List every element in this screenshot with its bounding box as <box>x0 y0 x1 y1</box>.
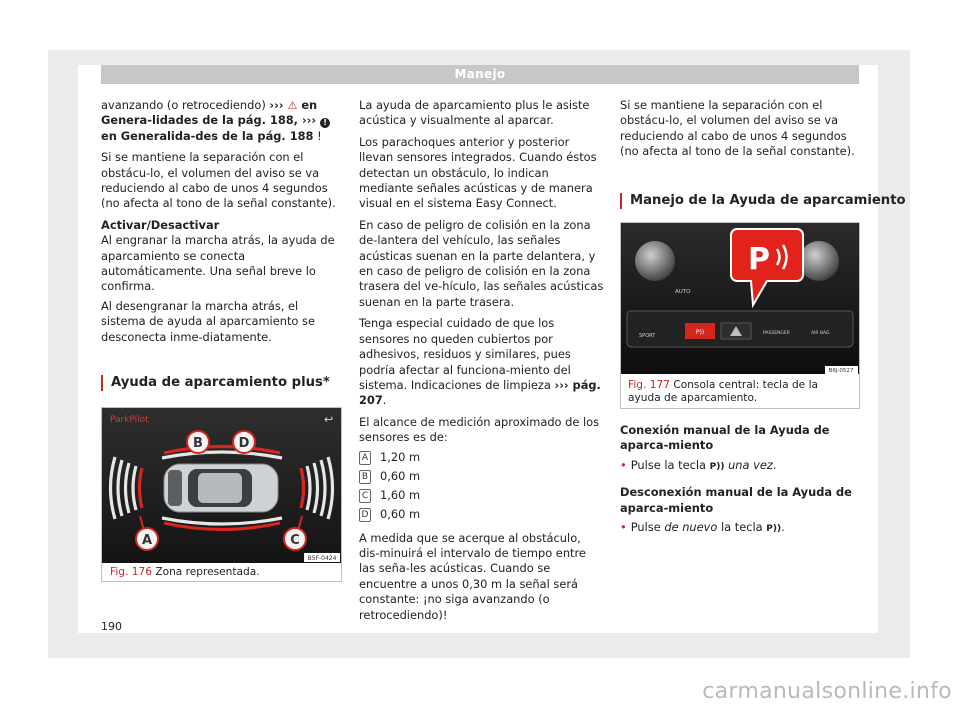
watermark: carmanualsonline.info <box>702 679 952 704</box>
paragraph: Tenga especial cuidado de que los sensores no queden cubiertos por adhesivos, residuos y similares, pues podría afectar al funciona-miento del sistema. Indicaciones de limpieza ››› pág. 207. <box>359 316 601 408</box>
svg-text:D: D <box>238 436 250 451</box>
paragraph: Al engranar la marcha atrás, la ayuda de aparcamiento se conecta automáticamente. Una señal breve lo confirma. <box>101 233 335 294</box>
page-header: Manejo <box>101 65 859 84</box>
back-arrow-icon: ↩ <box>324 413 334 426</box>
column-3-lower <box>620 423 865 543</box>
paragraph: En caso de peligro de colisión en la zona de-lantera del vehículo, las señales acústicas suenan en la parte delantera, y en caso de peligro de colisión en la zona trasera del ve-hículo, las señales acústicas suenan en la parte trasera. <box>359 217 604 309</box>
paragraph: Si se mantiene la separación con el obstácu-lo, el volumen del aviso se va reduciendo al cabo de unos 4 segundos (no afecta al tono de la señal constante). <box>620 98 855 159</box>
page-number: 190 <box>101 620 122 633</box>
svg-text:AIR BAG: AIR BAG <box>811 331 830 336</box>
fan-knob <box>799 241 839 281</box>
park-assist-key-label: P)) <box>695 329 705 336</box>
parkpilot-screen <box>102 408 341 563</box>
svg-text:SPORT: SPORT <box>639 333 656 339</box>
key-badge: A <box>359 451 371 465</box>
svg-text:PASSENGER: PASSENGER <box>763 331 790 336</box>
parking-symbol-icon: P <box>748 242 770 277</box>
car-icon <box>164 464 278 512</box>
warning-icon: ⚠ <box>287 99 298 112</box>
column-2 <box>359 98 604 629</box>
temperature-knob <box>635 241 675 281</box>
column-3 <box>620 98 865 166</box>
key-badge: D <box>359 508 371 522</box>
image-code: B5F-0424 <box>307 555 337 562</box>
figure-176 <box>101 407 342 582</box>
svg-text:C: C <box>290 533 300 548</box>
section-title: Ayuda de aparcamiento plus* <box>101 375 330 391</box>
callout-b <box>187 431 209 453</box>
paragraph: Al desengranar la marcha atrás, el sistema de ayuda al aparcamiento se desconecta inme-diatamente. <box>101 298 315 344</box>
console-photo <box>621 223 859 374</box>
key-badge: B <box>359 470 371 484</box>
park-key-icon: P)) <box>766 524 782 535</box>
figure-caption: Fig. 176 Zona representada. <box>110 566 260 578</box>
svg-text:AUTO: AUTO <box>675 289 691 295</box>
range-list <box>359 449 604 525</box>
callout-d <box>233 431 255 453</box>
figure-caption: Fig. 177 Consola central: tecla de la ayuda de aparcamiento. <box>628 379 819 404</box>
paragraph: A medida que se acerque al obstáculo, dis-minuirá el intervalo de tiempo entre las seña-les acústicas. Cuando se encuentre a unos 0,30 m la señal será constante: ¡no siga avanzando (o retrocediendo)! <box>359 530 586 622</box>
key-badge: C <box>359 489 371 503</box>
list-item: D 0,60 m <box>359 506 604 525</box>
list-item: A 1,20 m <box>359 449 604 468</box>
park-key-icon: P)) <box>709 461 725 472</box>
paragraph: Los parachoques anterior y posterior llevan sensores integrados. Cuando éstos detectan un obstáculo, lo indican mediante señales acústicas y de manera visual en el sistema Easy Connect. <box>359 134 597 211</box>
column-1 <box>101 98 346 351</box>
paragraph: El alcance de medición aproximado de los sensores es de: <box>359 414 600 445</box>
list-item: B 0,60 m <box>359 468 604 487</box>
image-code: B6J-0527 <box>828 368 854 374</box>
cross-ref-link[interactable]: ››› ⚠ en Genera-lidades de la pág. 188, ››› ! en Generalida-des de la pág. 188 <box>101 98 330 143</box>
bullet-item: • Pulse de nuevo la tecla P)). <box>620 520 865 537</box>
subheading: Activar/Desactivar <box>101 217 220 232</box>
screen-title: ParkPilot <box>110 415 149 425</box>
svg-text:B: B <box>193 436 203 451</box>
figure-177 <box>620 222 860 409</box>
svg-text:A: A <box>141 533 153 548</box>
cross-ref-link[interactable]: ››› pág. 207 <box>359 377 601 408</box>
bullet-item: • Pulse la tecla P)) una vez. <box>620 458 865 475</box>
list-item: C 1,60 m <box>359 487 604 506</box>
info-icon: ! <box>320 118 330 128</box>
subheading: Desconexión manual de la Ayuda de aparca-miento <box>620 485 852 515</box>
paragraph: avanzando (o retrocediendo) ››› ⚠ en Genera-lidades de la pág. 188, ››› ! en Generalida-des de la pág. 188 ! <box>101 98 346 144</box>
paragraph: La ayuda de aparcamiento plus le asiste acústica y visualmente al aparcar. <box>359 98 590 128</box>
section-title: Manejo de la Ayuda de aparcamiento <box>620 193 906 209</box>
subheading: Conexión manual de la Ayuda de aparca-miento <box>620 423 830 453</box>
paragraph: Si se mantiene la separación con el obstácu-lo, el volumen del aviso se va reduciendo al cabo de unos 4 segundos (no afecta al tono de la señal constante). <box>101 150 336 211</box>
